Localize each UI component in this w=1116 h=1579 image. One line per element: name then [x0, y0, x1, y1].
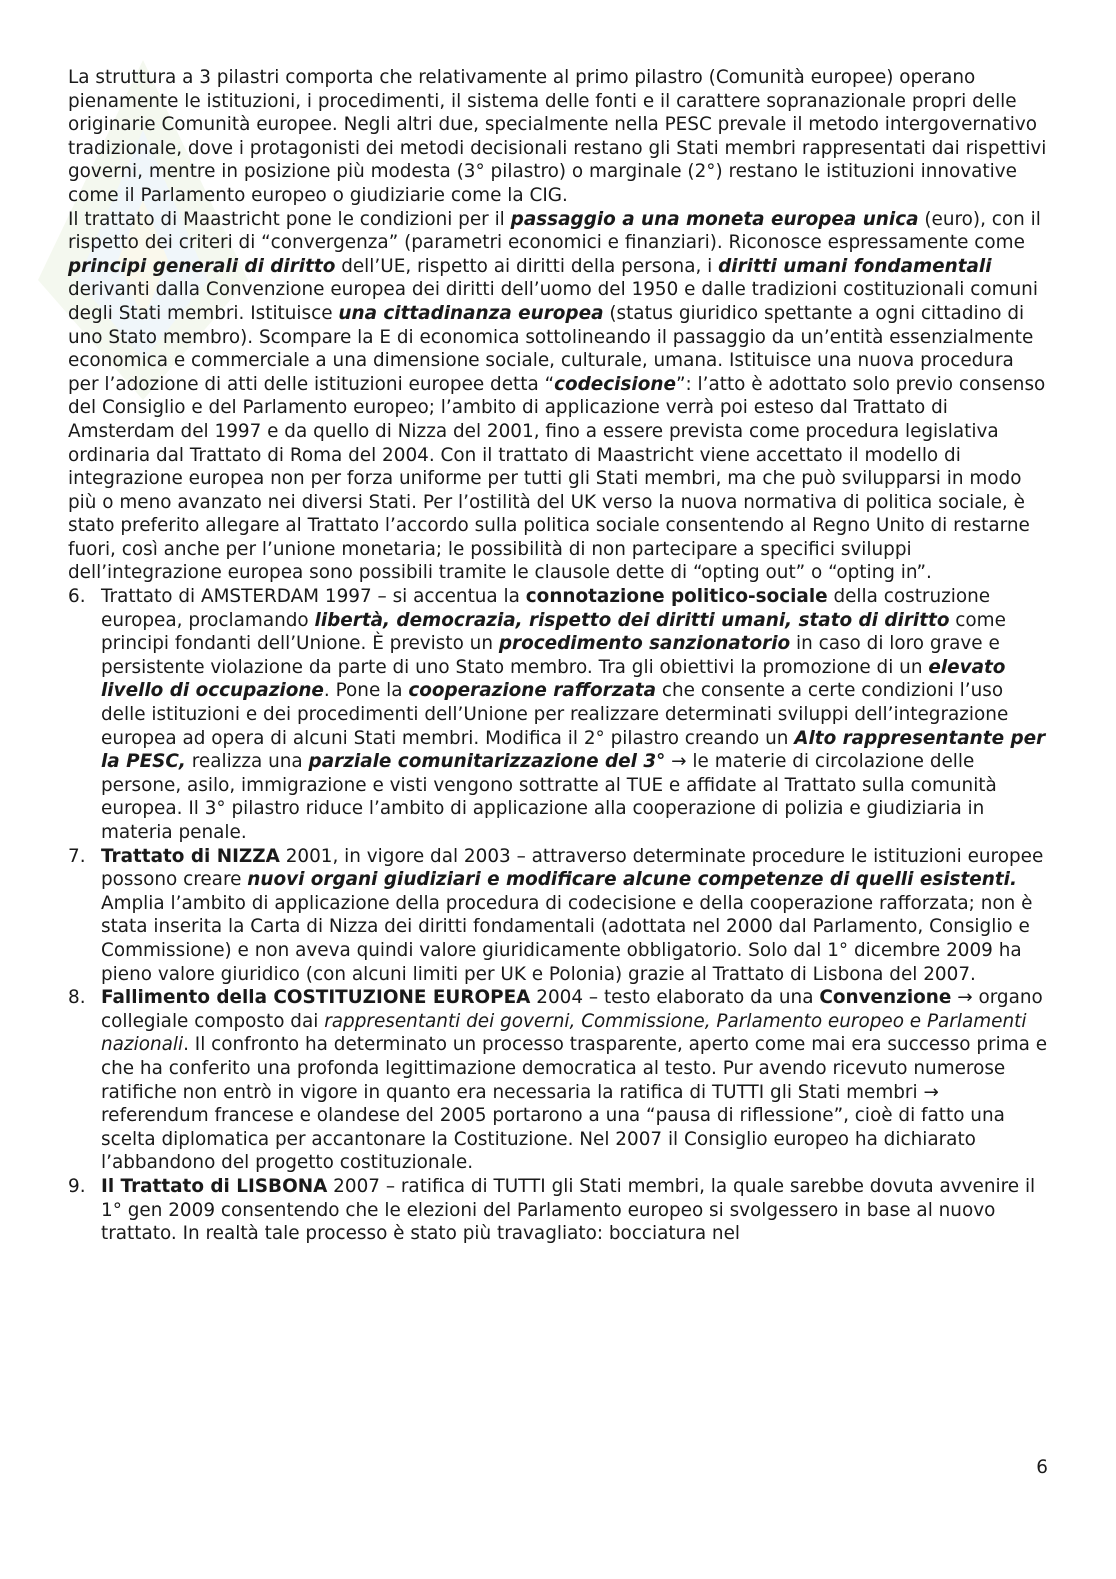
list-item-costituzione: 8. Fallimento della COSTITUZIONE EUROPEA 2004 – testo elaborato da una Convenzione → organo collegiale composto dai rappresentanti dei governi, Commissione, Parlamento europeo e Parlamenti nazionali. Il confronto ha determinato un processo trasparente, aperto come mai era successo prima e che ha conferito una profonda legittimazione democratica al testo. Pur avendo ricevuto numerose ratifiche non entrò in vigore in quanto era necessaria la ratifica di TUTTI gli Stati membri → referendum francese e olandese del 2005 portarono a una “pausa di riflessione”, cioè di fatto una scelta diplomatica per accantonare la Costituzione. Nel 2007 il Consiglio europeo ha dichiarato l’abbandono del progetto costituzionale. — [68, 987, 1048, 1174]
paragraph-maastricht: Il trattato di Maastricht pone le condizioni per il passaggio a una moneta europea unica (euro), con il rispetto dei criteri di “convergenza” (parametri economici e finanziari). Riconosce espressamente come principi generali di diritto dell’UE, rispetto ai diritti della persona, i diritti umani fondamentali derivanti dalla Convenzione europea dei diritti dell’uomo del 1950 e dalle tradizioni costituzionali comuni degli Stati membri. Istituisce una cittadinanza europea (status giuridico spettante a ogni cittadino di uno Stato membro). Scompare la E di economica sottolineando il passaggio da un’entità essenzialmente economica e commerciale a una dimensione sociale, culturale, umana. Istituisce una nuova procedura per l’adozione di atti delle istituzioni europee detta “codecisione”: l’atto è adottato solo previo consenso del Consiglio e del Parlamento europeo; l’ambito di applicazione verrà poi esteso dal Trattato di Amsterdam del 1997 e da quello di Nizza del 2001, fino a essere prevista come procedura legislativa ordinaria dal Trattato di Roma del 2004. Con il trattato di Maastricht viene accettato il modello di integrazione europea non per forza uniforme per tutti gli Stati membri, ma che può svilupparsi in modo più o meno avanzato nei diversi Stati. Per l’ostilità del UK verso la nuova normativa di politica sociale, è stato preferito allegare al Trattato l’accordo sulla politica sociale consentendo al Regno Unito di restarne fuori, così anche per l’unione monetaria; le possibilità di non partecipare a specifici sviluppi dell’integrazione europea sono possibili tramite le clausole dette di “opting out” o “opting in”. — [68, 208, 1046, 584]
treaty-list — [68, 585, 1048, 1246]
list-item-lisbona: 9. Il Trattato di LISBONA 2007 – ratifica di TUTTI gli Stati membri, la quale sarebbe dovuta avvenire il 1° gen 2009 consentendo che le elezioni del Parlamento europeo si svolgessero in base al nuovo trattato. In realtà tale processo è stato più travagliato: bocciatura nel — [68, 1175, 1036, 1245]
document-body — [68, 66, 1048, 1246]
page-number: 6 — [1036, 1457, 1048, 1478]
list-item-nizza: 7. Trattato di NIZZA 2001, in vigore dal 2003 – attraverso determinate procedure le istituzioni europee possono creare nuovi organi giudiziari e modificare alcune competenze di quelli esistenti. Amplia l’ambito di applicazione della procedura di codecisione e della cooperazione rafforzata; non è stata inserita la Carta di Nizza dei diritti fondamentali (adottata nel 2000 dal Parlamento, Consiglio e Commissione) e non aveva quindi valore giuridicamente obbligatorio. Solo dal 1° dicembre 2009 ha pieno valore giuridico (con alcuni limiti per UK e Polonia) grazie al Trattato di Lisbona del 2007. — [68, 845, 1044, 985]
list-item-amsterdam: 6. Trattato di AMSTERDAM 1997 – si accentua la connotazione politico-sociale della costruzione europea, proclamando libertà, democrazia, rispetto dei diritti umani, stato di diritto come principi fondanti dell’Unione. È previsto un procedimento sanzionatorio in caso di loro grave e persistente violazione da parte di uno Stato membro. Tra gli obiettivi la promozione di un elevato livello di occupazione. Pone la cooperazione rafforzata che consente a certe condizioni l’uso delle istituzioni e dei procedimenti dell’Unione per realizzare determinati sviluppi dell’integrazione europea ad opera di alcuni Stati membri. Modifica il 2° pilastro creando un Alto rappresentante per la PESC, realizza una parziale comunitarizzazione del 3° → le materie di circolazione delle persone, asilo, immigrazione e visti vengono sottratte al TUE e affidate al Trattato sulla comunità europea. Il 3° pilastro riduce l’ambito di applicazione alla cooperazione di polizia e giudiziaria in materia penale. — [68, 586, 1046, 843]
paragraph-pillars: La struttura a 3 pilastri comporta che relativamente al primo pilastro (Comunità europee) operano pienamente le istituzioni, i procedimenti, il sistema delle fonti e il carattere sopranazionale propri delle originarie Comunità europee. Negli altri due, specialmente nella PESC prevale il metodo intergovernativo tradizionale, dove i protagonisti dei metodi decisionali restano gli Stati membri rappresentati dai rispettivi governi, mentre in posizione più modesta (3° pilastro) o marginale (2°) restano le istituzioni innovative come il Parlamento europeo o giudiziarie come la CIG. — [68, 67, 1047, 206]
